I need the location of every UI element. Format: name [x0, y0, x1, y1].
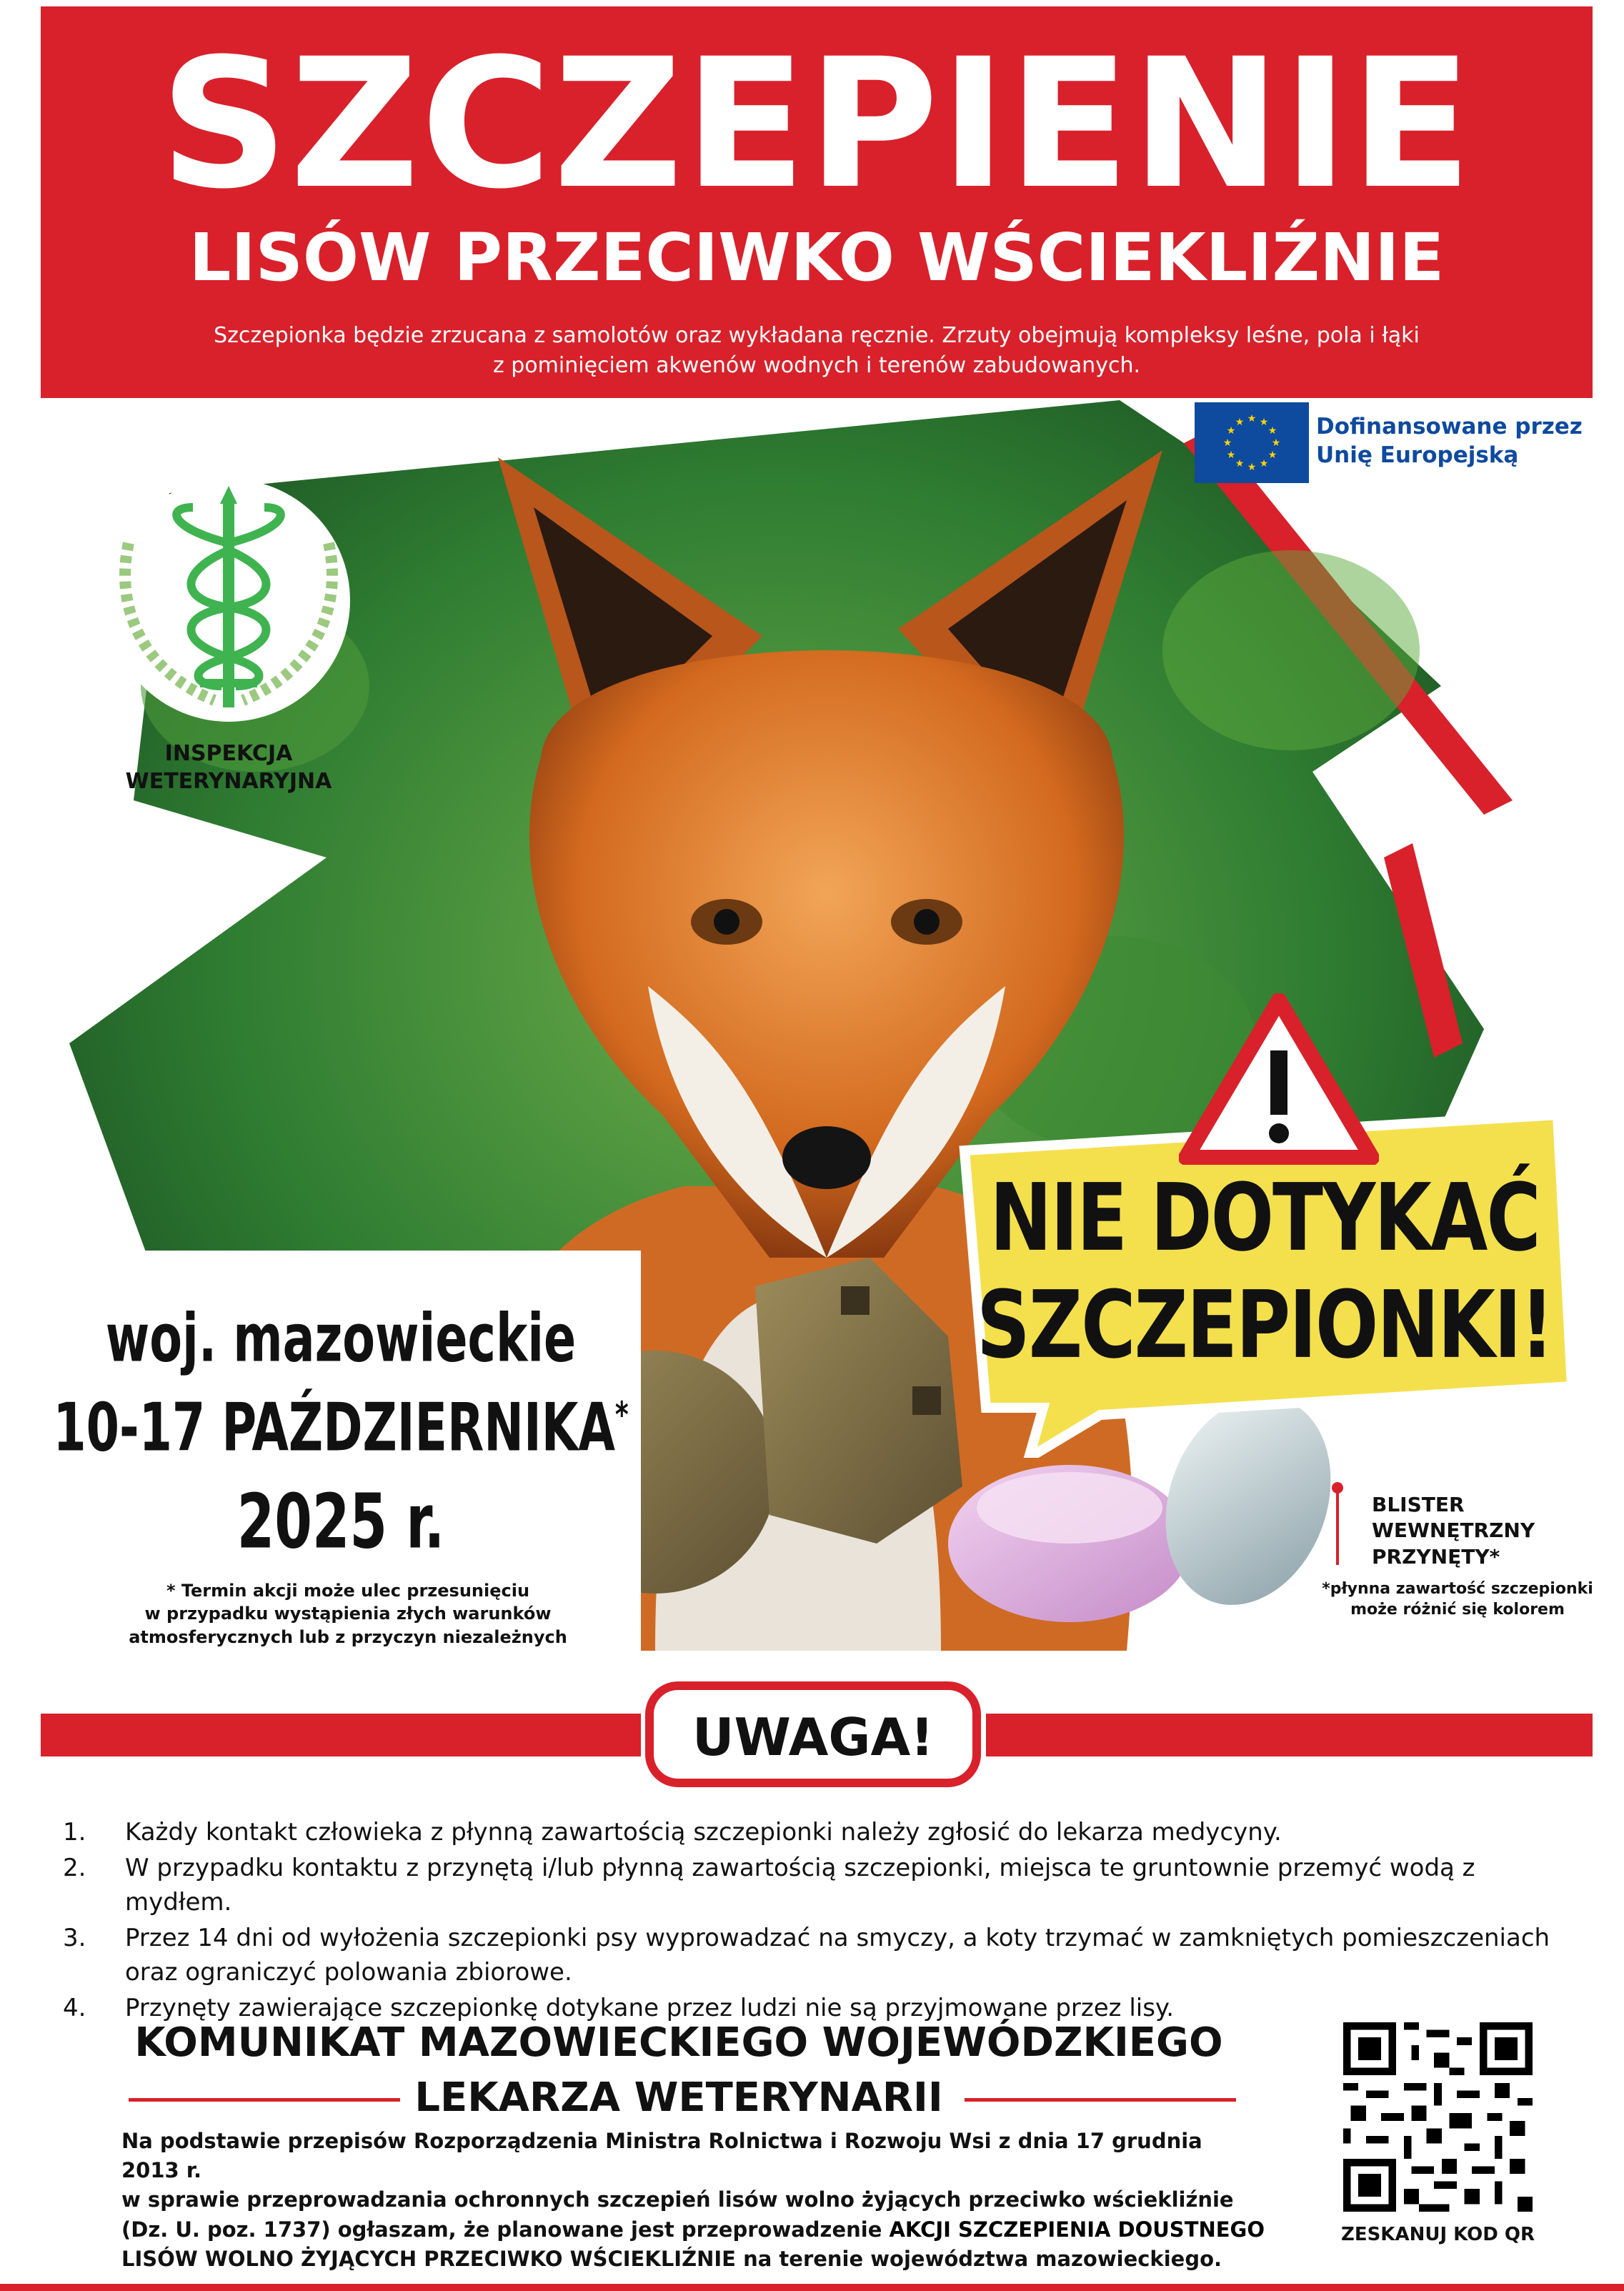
announcement-line: w sprawie przeprowadzania ochronnych szczepień lisów wolno żyjących przeciwko wściekliźnie	[121, 2187, 1234, 2212]
svg-text:★: ★	[1235, 458, 1245, 469]
svg-text:★: ★	[1247, 413, 1257, 424]
svg-text:★: ★	[1267, 425, 1277, 437]
list-item-text-continued: oraz ograniczyć polowania zbiorowe.	[125, 1958, 572, 1987]
blister-note-line: *płynna zawartość szczepionki	[1322, 1580, 1593, 1598]
list-item-text: Przynęty zawierające szczepionkę dotykane przez ludzi nie są przyjmowane przez lisy.	[125, 1994, 1175, 2022]
qr-code-image	[1343, 2022, 1533, 2212]
eu-funding-text	[1316, 412, 1595, 470]
list-item-number: 4.	[63, 1994, 86, 2022]
warning-triangle-icon	[1179, 993, 1379, 1165]
announcement-title: KOMUNIKAT MAZOWIECKIEGO WOJEWÓDZKIEGO	[134, 2019, 1223, 2066]
svg-text:★: ★	[1235, 417, 1245, 428]
list-item-number: 2.	[63, 1854, 86, 1882]
eu-funding-badge	[1195, 402, 1595, 483]
qr-code-icon[interactable]	[1343, 2022, 1533, 2212]
callout-line	[1336, 1486, 1339, 1565]
announcement-emphasis: AKCJI SZCZEPIENIA DOUSTNEGO	[889, 2217, 1265, 2242]
blister-note	[1322, 1579, 1593, 1620]
vet-inspection-label	[86, 740, 372, 795]
list-item	[57, 1921, 1572, 1989]
warning-bubble	[943, 1100, 1586, 1458]
veterinary-inspection-logo	[86, 464, 372, 865]
campaign-dates-text: 10-17 PAŹDZIERNIKA	[53, 1389, 615, 1466]
warning-line: NIE DOTYKAĆ	[990, 1163, 1540, 1273]
region-dates-box	[41, 1251, 641, 1672]
svg-text:★: ★	[1226, 449, 1236, 461]
header-description-line: z pominięciem akwenów wodnych i terenów zabudowanych.	[492, 353, 1140, 378]
svg-text:★: ★	[1271, 437, 1281, 449]
uwaga-bar-right	[986, 1714, 1593, 1756]
list-item-text: W przypadku kontaktu z przynętą i/lub płynną zawartością szczepionki, miejsca te gruntownie przemyć wodą z mydłem.	[125, 1854, 1475, 1917]
campaign-year: 2025 r.	[236, 1477, 445, 1566]
eu-text-line: Unię Europejską	[1316, 442, 1519, 469]
blister-note-line: może różnić się kolorem	[1350, 1600, 1565, 1619]
warning-line: SZCZEPIONKI!	[976, 1270, 1553, 1379]
list-item-text: Przez 14 dni od wyłożenia szczepionki psy wyprowadzać na smyczy, a koty trzymać w zamkniętych pomieszczeniach	[125, 1924, 1550, 1952]
blister-label-line: WEWNĘTRZNY	[1372, 1519, 1535, 1543]
poster-subtitle: LISÓW PRZECIWKO WŚCIEKLIŹNIE	[189, 219, 1445, 296]
list-item	[57, 1815, 1572, 1849]
note-line: w przypadku wystąpienia złych warunków	[144, 1604, 552, 1624]
fox-pupil-left	[714, 909, 739, 935]
fox-pupil-right	[914, 909, 940, 935]
svg-text:★: ★	[1247, 462, 1257, 473]
announcement-title-line2: LEKARZA WETERYNARII	[414, 2074, 943, 2121]
blister-callout	[1322, 1479, 1593, 1622]
announcement-line	[121, 2245, 1265, 2274]
note-line: * Termin akcji może ulec przesunięciu	[166, 1581, 530, 1601]
exclamation-dot	[1269, 1123, 1289, 1143]
caduceus-sword-icon	[86, 464, 372, 736]
list-item-number: 1.	[63, 1818, 86, 1847]
vet-label-line: INSPEKCJA	[164, 741, 293, 766]
svg-text:★: ★	[1259, 458, 1269, 469]
svg-text:★: ★	[1267, 449, 1277, 461]
fox-nose	[782, 1126, 871, 1189]
rules-list	[57, 1815, 1572, 2027]
header-description	[184, 321, 1450, 381]
list-item-text: Każdy kontakt człowieka z płynną zawartością szczepionki należy zgłosić do lekarza medycyny.	[125, 1818, 1282, 1847]
blister-label	[1372, 1492, 1586, 1570]
svg-text:★: ★	[1226, 425, 1236, 437]
do-not-touch-warning	[972, 1165, 1558, 1378]
callout-dot	[1332, 1482, 1343, 1494]
poster-title: SZCZEPIENIE	[159, 20, 1474, 228]
uwaga-label: UWAGA!	[692, 1707, 935, 1767]
announcement-body	[121, 2127, 1265, 2274]
announcement-text: na terenie województwa mazowieckiego.	[736, 2246, 1222, 2271]
svg-text:★: ★	[1222, 437, 1232, 449]
eu-flag-icon	[1195, 402, 1309, 483]
uwaga-bar-left	[41, 1714, 641, 1756]
dates-asterisk: *	[614, 1395, 629, 1436]
blister-label-line: PRZYNĘTY*	[1372, 1544, 1500, 1569]
announcement-text: (Dz. U. poz. 1737) ogłaszam, że planowane jest przeprowadzenie	[121, 2217, 890, 2242]
svg-text:★: ★	[1259, 417, 1269, 428]
blister-label-line: BLISTER	[1372, 1493, 1465, 1516]
header-banner	[41, 6, 1593, 398]
list-item-number: 3.	[63, 1924, 86, 1952]
uwaga-badge	[645, 1681, 981, 1787]
eu-stars	[1195, 402, 1309, 483]
campaign-dates	[41, 1389, 641, 1466]
qr-label: ZESKANUJ KOD QR	[1340, 2224, 1535, 2245]
bottom-red-strip	[0, 2284, 1624, 2291]
note-line: atmosferycznych lub z przyczyn niezależnych	[129, 1626, 567, 1647]
eu-text-line: Dofinansowane przez	[1316, 414, 1583, 439]
region-name: woj. mazowieckie	[105, 1300, 577, 1377]
foliage-blob	[1162, 550, 1420, 750]
exclamation-bar	[1270, 1050, 1287, 1115]
vet-label-line: WETERYNARYJNA	[125, 769, 332, 794]
announcement-line	[121, 2215, 1265, 2245]
blister-pink-top	[977, 1472, 1162, 1544]
date-change-note	[98, 1579, 598, 1649]
bait-notch	[841, 1286, 870, 1315]
bait-notch	[912, 1386, 941, 1415]
list-item	[57, 1851, 1572, 1919]
announcement-emphasis: LISÓW WOLNO ŻYJĄCYCH PRZECIWKO WŚCIEKLIŹNIE	[121, 2246, 736, 2271]
announcement-line: Na podstawie przepisów Rozporządzenia Ministra Rolnictwa i Rozwoju Wsi z dnia 17 grudnia 2013 r.	[121, 2129, 1202, 2183]
header-description-line: Szczepionka będzie zrzucana z samolotów oraz wykładana ręcznie. Zrzuty obejmują kompleksy leśne, pola i łąki	[214, 323, 1420, 348]
